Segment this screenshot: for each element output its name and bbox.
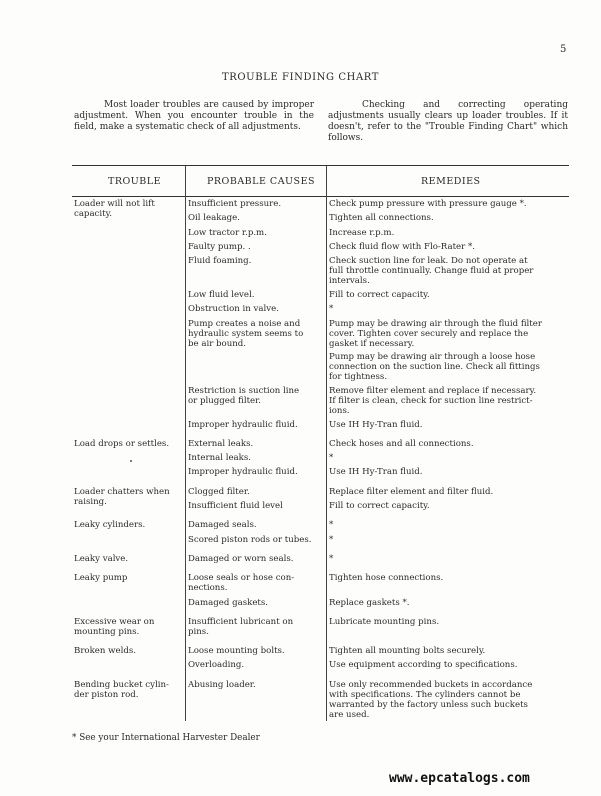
cause-cell: Improper hydraulic fluid.: [188, 467, 298, 477]
cause-cell: External leaks.: [188, 439, 254, 449]
remedy-cell: Pump may be drawing air through a loose hose connection on the suction line. Check all fittings for tightness.: [329, 352, 540, 382]
column-header-trouble: TROUBLE: [108, 176, 162, 187]
cause-cell: Improper hydraulic fluid.: [188, 420, 298, 430]
cause-cell: Fluid foaming.: [188, 256, 252, 266]
cause-cell: Damaged or worn seals.: [188, 554, 294, 564]
remedy-cell: Tighten hose connections.: [329, 573, 444, 583]
cause-cell: Low fluid level.: [188, 290, 255, 300]
column-divider: [326, 166, 327, 196]
cause-cell: Loose seals or hose con- nections.: [188, 573, 295, 593]
remedy-cell: Increase r.p.m.: [329, 228, 395, 238]
remedy-cell: *: [329, 520, 334, 530]
cause-cell: Insufficient fluid level: [188, 501, 283, 511]
page-title: TROUBLE FINDING CHART: [221, 72, 380, 83]
cause-cell: Clogged filter.: [188, 487, 250, 497]
cause-cell: Insufficient pressure.: [188, 199, 282, 209]
trouble-cell: Load drops or settles.: [74, 439, 170, 449]
cause-cell: Restriction is suction line or plugged filter.: [188, 386, 300, 406]
remedy-cell: Fill to correct capacity.: [329, 290, 430, 300]
cause-cell: Scored piston rods or tubes.: [188, 535, 312, 545]
cause-cell: Oil leakage.: [188, 213, 240, 223]
remedy-cell: Replace filter element and filter fluid.: [329, 487, 494, 497]
intro-paragraph-right: Checking and correcting operating adjustments usually clears up loader troubles. If it doesn't, refer to the "Trouble Finding Chart" which follows.: [328, 100, 568, 143]
cause-cell: Damaged gaskets.: [188, 598, 269, 608]
remedy-cell: Use IH Hy-Tran fluid.: [329, 420, 423, 430]
trouble-cell: Leaky cylinders.: [74, 520, 146, 530]
remedy-cell: Remove filter element and replace if necessary. If filter is clean, check for suction line restrict- ions.: [329, 386, 537, 416]
stray-mark: [130, 460, 132, 462]
trouble-cell: Loader chatters when raising.: [74, 487, 170, 507]
column-divider: [185, 166, 186, 196]
remedy-cell: Tighten all mounting bolts securely.: [329, 646, 486, 656]
column-divider: [326, 196, 327, 721]
trouble-cell: Broken welds.: [74, 646, 136, 656]
cause-cell: Faulty pump. .: [188, 242, 251, 252]
trouble-cell: Leaky pump: [74, 573, 128, 583]
column-header-probable-causes: PROBABLE CAUSES: [207, 176, 316, 187]
footnote: * See your International Harvester Dealer: [72, 733, 260, 743]
trouble-cell: Loader will not lift capacity.: [74, 199, 155, 219]
remedy-cell: Use equipment according to specifications.: [329, 660, 518, 670]
cause-cell: Pump creates a noise and hydraulic system seems to be air bound.: [188, 319, 304, 349]
remedy-cell: Check hoses and all connections.: [329, 439, 474, 449]
remedy-cell: Tighten all connections.: [329, 213, 434, 223]
header-bottom-rule: [72, 196, 569, 197]
cause-cell: Overloading.: [188, 660, 245, 670]
remedy-cell: *: [329, 554, 334, 564]
remedy-cell: Check suction line for leak. Do not operate at full throttle continually. Change fluid at proper intervals.: [329, 256, 534, 286]
trouble-cell: Excessive wear on mounting pins.: [74, 617, 155, 637]
remedy-cell: *: [329, 304, 334, 314]
trouble-cell: Bending bucket cylin- der piston rod.: [74, 680, 169, 700]
intro-paragraph-left: Most loader troubles are caused by improper adjustment. When you encounter trouble in the field, make a systematic check of all adjustments.: [74, 100, 314, 132]
watermark: www.epcatalogs.com: [389, 771, 530, 786]
remedy-cell: Check fluid flow with Flo-Rater *.: [329, 242, 476, 252]
cause-cell: Damaged seals.: [188, 520, 257, 530]
page-number: 5: [560, 44, 567, 55]
remedy-cell: Lubricate mounting pins.: [329, 617, 440, 627]
remedy-cell: Use IH Hy-Tran fluid.: [329, 467, 423, 477]
table-top-rule: [72, 165, 569, 166]
cause-cell: Abusing loader.: [188, 680, 256, 690]
remedy-cell: *: [329, 535, 334, 545]
cause-cell: Low tractor r.p.m.: [188, 228, 267, 238]
remedy-cell: Fill to correct capacity.: [329, 501, 430, 511]
cause-cell: Insufficient lubricant on pins.: [188, 617, 294, 637]
column-header-remedies: REMEDIES: [421, 176, 481, 187]
column-divider: [185, 196, 186, 721]
cause-cell: Loose mounting bolts.: [188, 646, 285, 656]
cause-cell: Internal leaks.: [188, 453, 252, 463]
remedy-cell: *: [329, 453, 334, 463]
cause-cell: Obstruction in valve.: [188, 304, 279, 314]
trouble-cell: Leaky valve.: [74, 554, 129, 564]
remedy-cell: Check pump pressure with pressure gauge *.: [329, 199, 527, 209]
remedy-cell: Pump may be drawing air through the fluid filter cover. Tighten cover securely and replace the gasket if necessary.: [329, 319, 542, 349]
remedy-cell: Use only recommended buckets in accordance with specifications. The cylinders cannot be warranted by the factory unless such buckets are used.: [329, 680, 533, 720]
remedy-cell: Replace gaskets *.: [329, 598, 410, 608]
